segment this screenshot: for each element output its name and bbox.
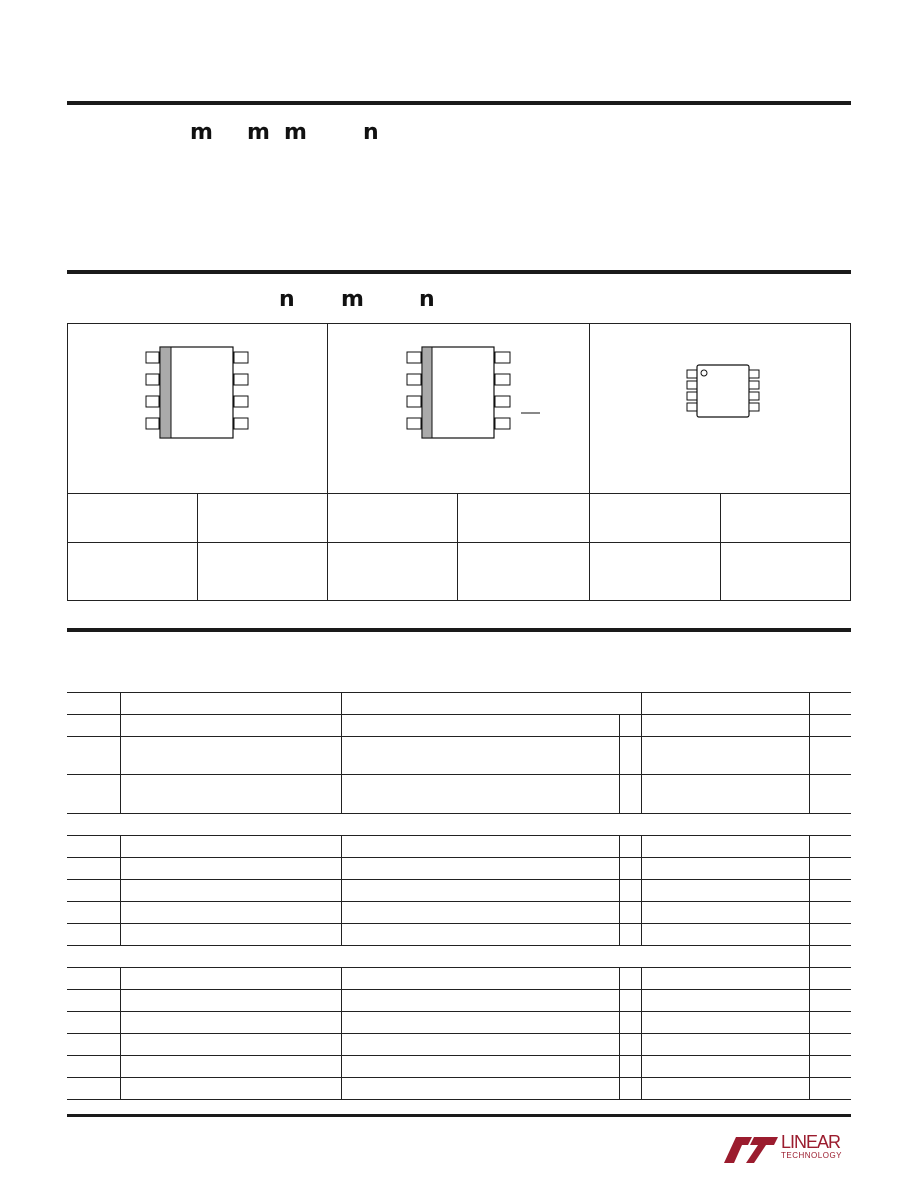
package-subdivider-3 — [720, 493, 721, 600]
electrical-characteristics-table — [67, 692, 851, 1102]
brand-wordmark — [781, 1133, 842, 1160]
package-subdivider-2 — [457, 493, 458, 600]
brand-line-2: TECHNOLOGY — [781, 1151, 843, 1160]
section-rule-pin-config — [67, 270, 851, 274]
header-glyph-2: m — [247, 120, 270, 145]
package-dfn-diagram — [682, 360, 762, 425]
package-divider-1 — [327, 323, 328, 600]
package-subdivider-1 — [197, 493, 198, 600]
package-8-lead-diagram-a — [140, 340, 260, 445]
pin-config-glyph-2: m — [341, 287, 364, 312]
section-rule-top — [67, 101, 851, 105]
header-glyph-4: n — [363, 120, 379, 145]
package-8-lead-diagram-b — [401, 340, 551, 445]
header-glyph-3: m — [284, 120, 307, 145]
section-rule-bottom — [67, 1114, 851, 1117]
package-divider-2 — [589, 323, 590, 600]
linear-technology-logo-icon — [722, 1133, 780, 1165]
pin-config-glyph-3: n — [419, 287, 435, 312]
pin-config-glyph-1: n — [279, 287, 295, 312]
header-glyph-1: m — [190, 120, 213, 145]
package-row-divider-1 — [67, 493, 851, 494]
section-rule-electrical — [67, 628, 851, 632]
package-row-divider-2 — [67, 542, 851, 543]
brand-line-1: LINEAR — [781, 1132, 841, 1152]
